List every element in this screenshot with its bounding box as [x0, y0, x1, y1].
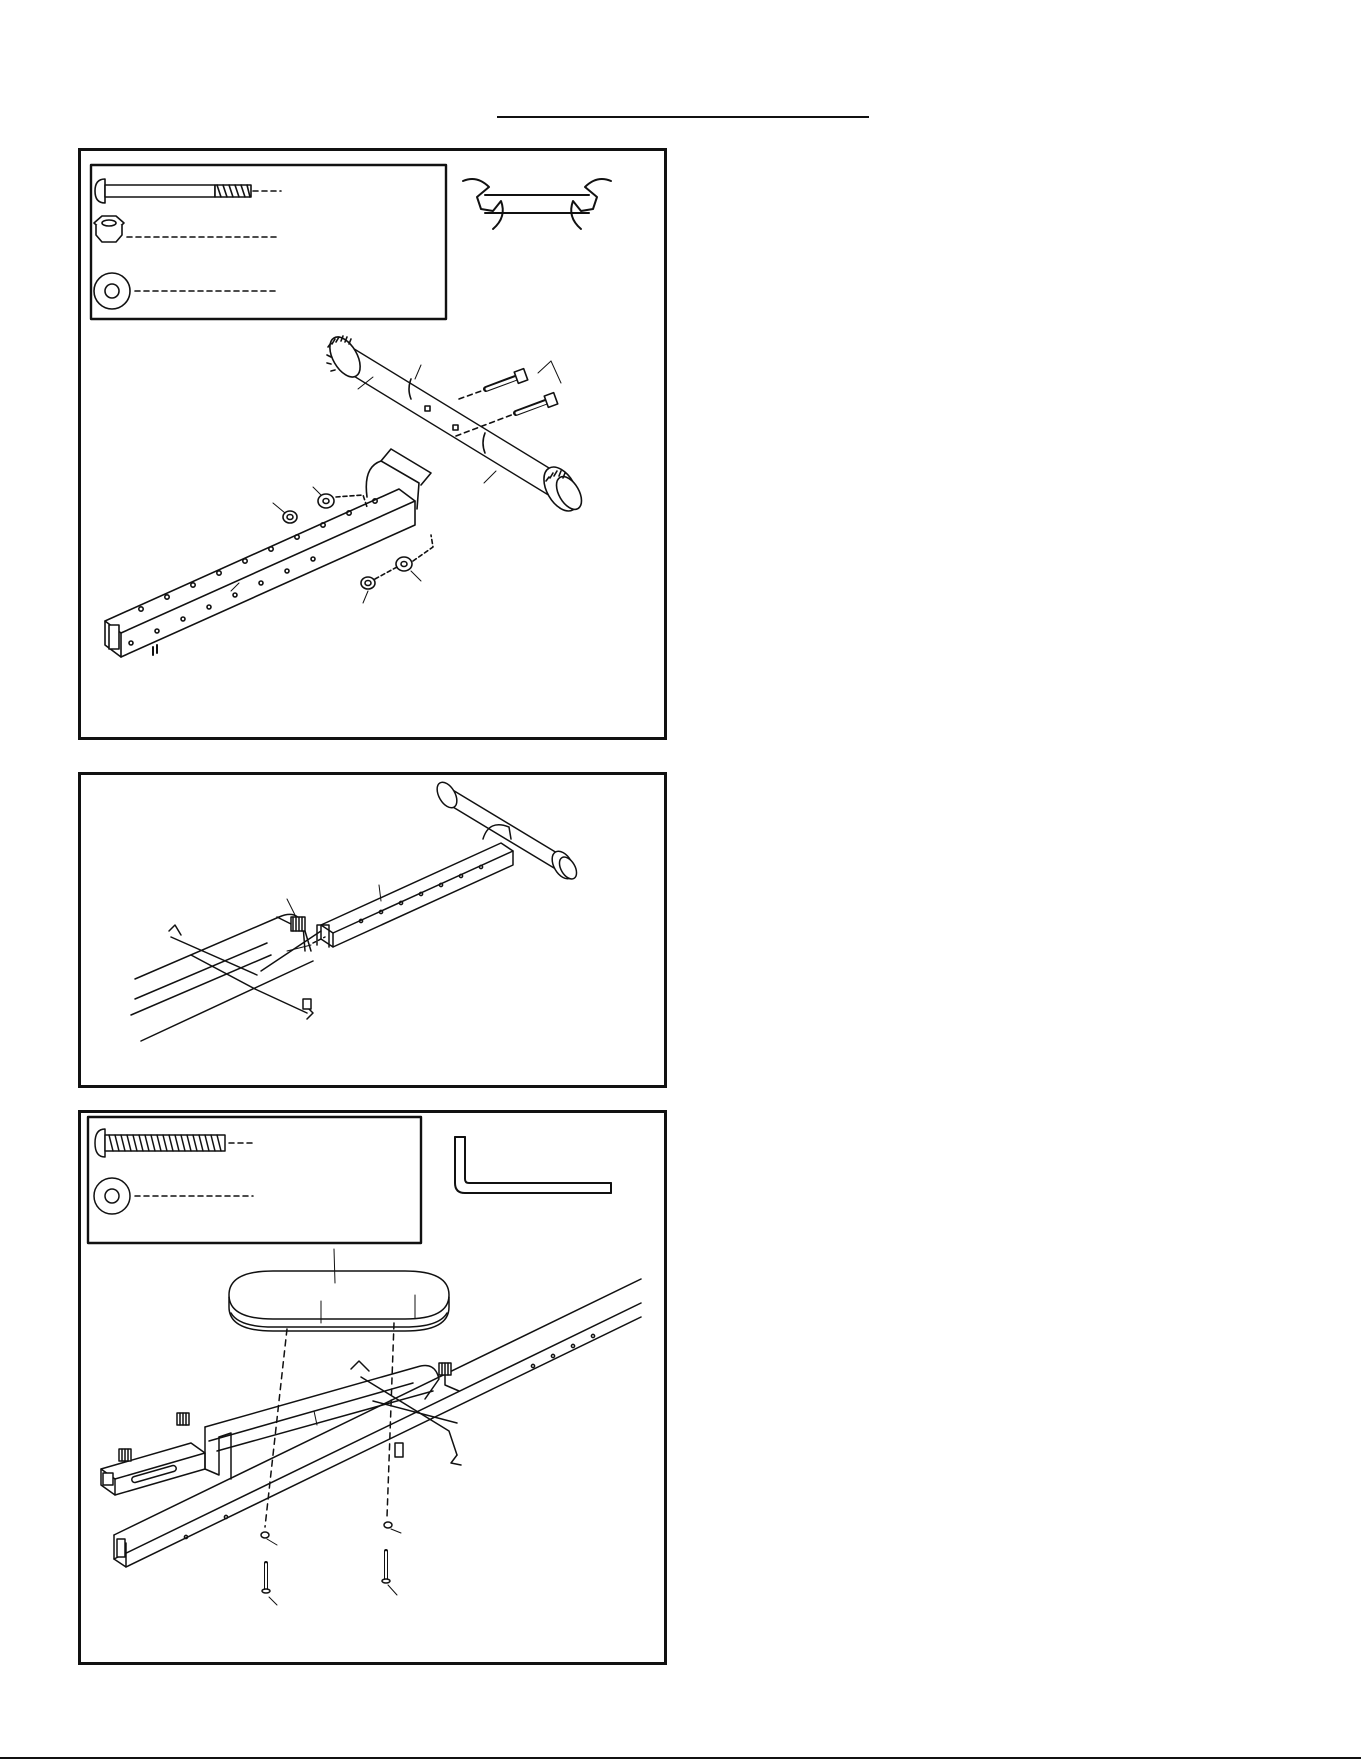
step-3-diagram: [81, 1113, 664, 1662]
assembly-step-1-panel: [78, 148, 667, 740]
adjustment-knob-seat: [177, 1413, 189, 1425]
hardware-box: [91, 165, 446, 319]
page-title-rule: [497, 116, 869, 118]
main-rail: [114, 1279, 641, 1567]
nylon-locknut-icon: [94, 216, 277, 242]
step-1-diagram: [81, 151, 664, 737]
washer-lower: [396, 535, 433, 581]
rear-frame: [101, 1443, 205, 1495]
screw-icon: [95, 1129, 253, 1157]
locknut-upper: [273, 503, 297, 523]
screw-left: [262, 1563, 277, 1605]
frame-tube: [105, 449, 431, 657]
seat-pad: [229, 1249, 449, 1331]
hex-key-icon: [455, 1137, 611, 1193]
washer-icon: [94, 273, 277, 309]
assembly-step-3-panel: [78, 1110, 667, 1665]
washer-upper: [313, 487, 367, 508]
front-stabilizer: [324, 332, 587, 517]
hardware-box: [88, 1117, 421, 1243]
main-rail: [131, 914, 329, 1041]
locknut-lower: [361, 567, 397, 603]
adjustment-knob-rear: [119, 1449, 131, 1461]
carriage-bolt-lower: [456, 393, 558, 436]
washer-icon: [94, 1178, 253, 1214]
assembly-step-2-panel: [78, 772, 667, 1088]
washer-lower-left: [261, 1532, 277, 1545]
screw-right: [382, 1551, 397, 1595]
wrench-icon: [463, 179, 611, 229]
washer-lower-right: [384, 1522, 401, 1533]
page-bottom-rule: [0, 1757, 1361, 1759]
carriage-bolt-icon: [95, 179, 281, 203]
end-cap-left: [324, 332, 367, 382]
step-2-diagram: [81, 775, 664, 1085]
seat-frame: [205, 1361, 461, 1479]
frame-tube: [321, 843, 513, 947]
carriage-bolt-upper: [459, 369, 528, 399]
end-cap-right: [537, 461, 587, 517]
adjustment-knob-front: [439, 1363, 459, 1391]
